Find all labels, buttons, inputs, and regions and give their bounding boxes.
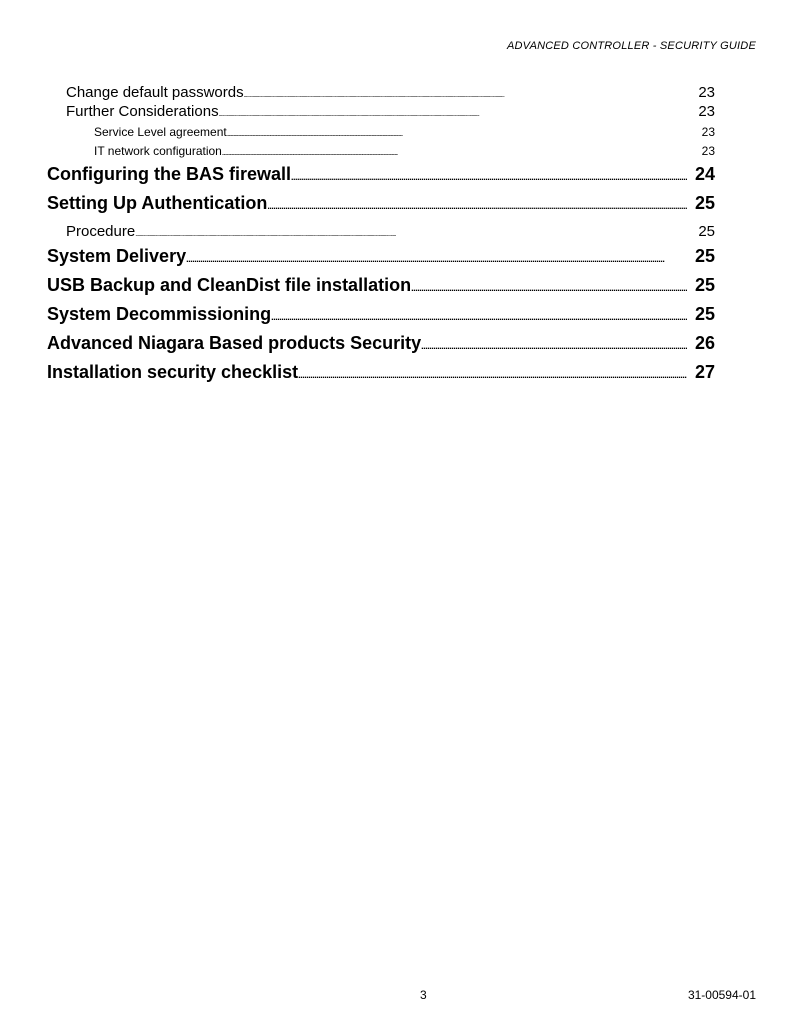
toc-entry-setting-up-authentication[interactable]: [47, 193, 715, 217]
toc-entry-page: 26: [694, 333, 715, 353]
toc-entry-system-delivery[interactable]: [47, 246, 715, 270]
toc-entry-page: 25: [694, 193, 715, 213]
toc-entry-title: Procedure: [66, 223, 136, 240]
toc-entry-procedure[interactable]: [66, 223, 715, 243]
toc-entry-advanced-niagara-security[interactable]: [47, 333, 715, 357]
toc-entry-page: 23: [701, 144, 715, 158]
toc-entry-title: Service Level agreement: [94, 125, 227, 139]
toc-entry-page: 23: [698, 103, 715, 120]
toc-entry-title: System Decommissioning: [47, 304, 272, 324]
footer-document-number: 31-00594-01: [687, 988, 756, 1002]
toc-entry-title: Installation security checklist: [47, 362, 299, 382]
toc-entry-usb-backup-cleandist[interactable]: [47, 275, 715, 299]
toc-entry-page: 27: [694, 362, 715, 382]
toc-entry-title: Change default passwords: [66, 84, 244, 101]
toc-entry-system-decommissioning[interactable]: [47, 304, 715, 328]
dot-leader: [222, 151, 699, 157]
dot-leader: [186, 254, 687, 264]
dot-leader: [244, 92, 698, 99]
running-header: ADVANCED CONTROLLER - SECURITY GUIDE: [506, 40, 756, 52]
footer-page-number: 3: [420, 988, 427, 1002]
toc-entry-title: IT network configuration: [94, 144, 222, 158]
toc-entry-title: Advanced Niagara Based products Security: [47, 333, 422, 353]
dot-leader: [227, 132, 699, 138]
toc-entry-page: 23: [698, 84, 715, 101]
toc-entry-title: Configuring the BAS firewall: [47, 164, 292, 184]
toc-entry-page: 25: [694, 275, 715, 295]
toc-entry-page: 23: [701, 125, 715, 139]
toc-entry-further-considerations[interactable]: [66, 103, 715, 123]
dot-leader: [219, 111, 698, 118]
toc-entry-page: 25: [698, 223, 715, 240]
dot-leader: [298, 370, 687, 380]
toc-entry-title: USB Backup and CleanDist file installation: [47, 275, 412, 295]
toc-entry-installation-security-checklist[interactable]: [47, 362, 715, 386]
toc-entry-page: 24: [694, 164, 715, 184]
toc-entry-title: Further Considerations: [66, 103, 219, 120]
toc-entry-title: Setting Up Authentication: [47, 193, 268, 213]
dot-leader: [267, 201, 687, 211]
toc-entry-service-level-agreement[interactable]: [94, 125, 715, 141]
dot-leader: [271, 312, 687, 322]
dot-leader: [291, 172, 687, 182]
toc-entry-configuring-bas-firewall[interactable]: [47, 164, 715, 188]
toc-entry-it-network-configuration[interactable]: [94, 144, 715, 160]
dot-leader: [411, 283, 687, 293]
toc-entry-page: 25: [694, 304, 715, 324]
dot-leader: [421, 341, 687, 351]
dot-leader: [135, 231, 697, 238]
toc-entry-change-default-passwords[interactable]: [66, 84, 715, 104]
toc-entry-title: System Delivery: [47, 246, 187, 266]
toc-entry-page: 25: [694, 246, 715, 266]
